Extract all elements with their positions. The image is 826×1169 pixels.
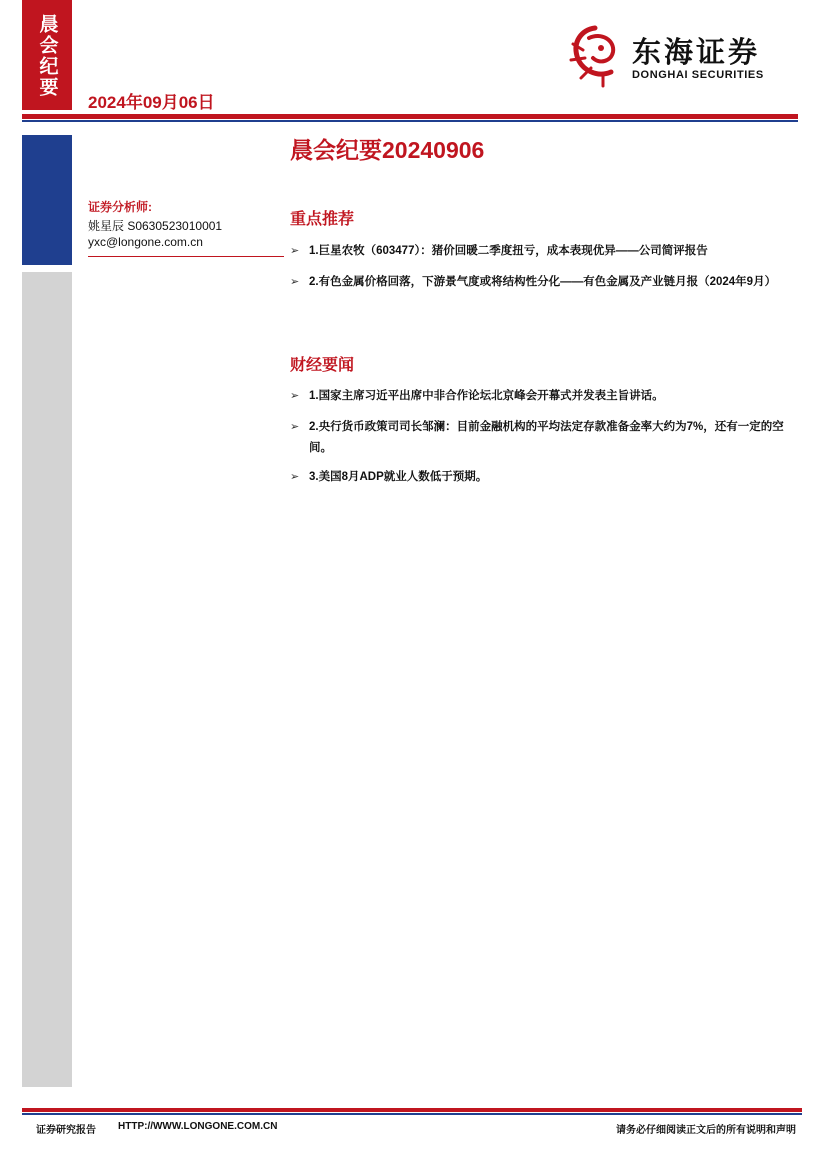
logo-chinese-name: 东海证券 xyxy=(632,37,761,69)
footer-divider-blue xyxy=(22,1113,802,1115)
report-type-tab xyxy=(22,0,72,110)
list-item[interactable] xyxy=(290,386,790,407)
analyst-divider xyxy=(88,256,284,257)
report-type-label: 晨会纪要 xyxy=(36,14,58,98)
footer-report-type: 证券研究报告 xyxy=(36,1125,96,1136)
list-item[interactable] xyxy=(290,417,790,459)
analyst-email[interactable]: yxc@longone.com.cn xyxy=(88,235,203,249)
arrow-bullet-icon: ➢ xyxy=(290,421,300,433)
list-item[interactable] xyxy=(290,241,790,262)
arrow-bullet-icon: ➢ xyxy=(290,276,300,288)
list-item-text: 1.巨星农牧（603477）：猪价回暖二季度扭亏，成本表现优异——公司简评报告 xyxy=(309,245,708,257)
section-heading-recommendations: 重点推荐 xyxy=(290,211,355,228)
arrow-bullet-icon: ➢ xyxy=(290,471,300,483)
list-item[interactable] xyxy=(290,467,790,488)
list-item[interactable] xyxy=(290,272,790,293)
section-heading-financial-news: 财经要闻 xyxy=(290,357,355,374)
page-title: 晨会纪要20240906 xyxy=(290,137,485,163)
report-date: 2024年09月06日 xyxy=(88,93,215,112)
list-item-text: 2.央行货币政策司司长邹澜：目前金融机构的平均法定存款准备金率大约为7%，还有一定的空间。 xyxy=(309,421,784,454)
footer-website-link[interactable]: HTTP://WWW.LONGONE.COM.CN xyxy=(118,1121,278,1132)
sidebar-accent-gray xyxy=(22,272,72,1087)
footer-divider-red xyxy=(22,1108,802,1112)
donghai-logo-icon xyxy=(567,22,623,88)
footer-disclaimer: 请务必仔细阅读正文后的所有说明和声明 xyxy=(616,1125,796,1136)
header-divider-red xyxy=(22,114,798,119)
logo-english-name: DONGHAI SECURITIES xyxy=(632,69,764,81)
list-item-text: 3.美国8月ADP就业人数低于预期。 xyxy=(309,471,488,483)
analyst-label: 证券分析师: xyxy=(88,200,152,214)
header-divider-blue xyxy=(22,120,798,122)
sidebar-accent-blue xyxy=(22,135,72,265)
arrow-bullet-icon: ➢ xyxy=(290,390,300,402)
analyst-name-id: 姚星辰 S0630523010001 xyxy=(88,219,223,233)
arrow-bullet-icon: ➢ xyxy=(290,245,300,257)
list-item-text: 2.有色金属价格回落，下游景气度或将结构性分化——有色金属及产业链月报（2024年9月） xyxy=(309,276,777,288)
list-item-text: 1.国家主席习近平出席中非合作论坛北京峰会开幕式并发表主旨讲话。 xyxy=(309,390,664,402)
